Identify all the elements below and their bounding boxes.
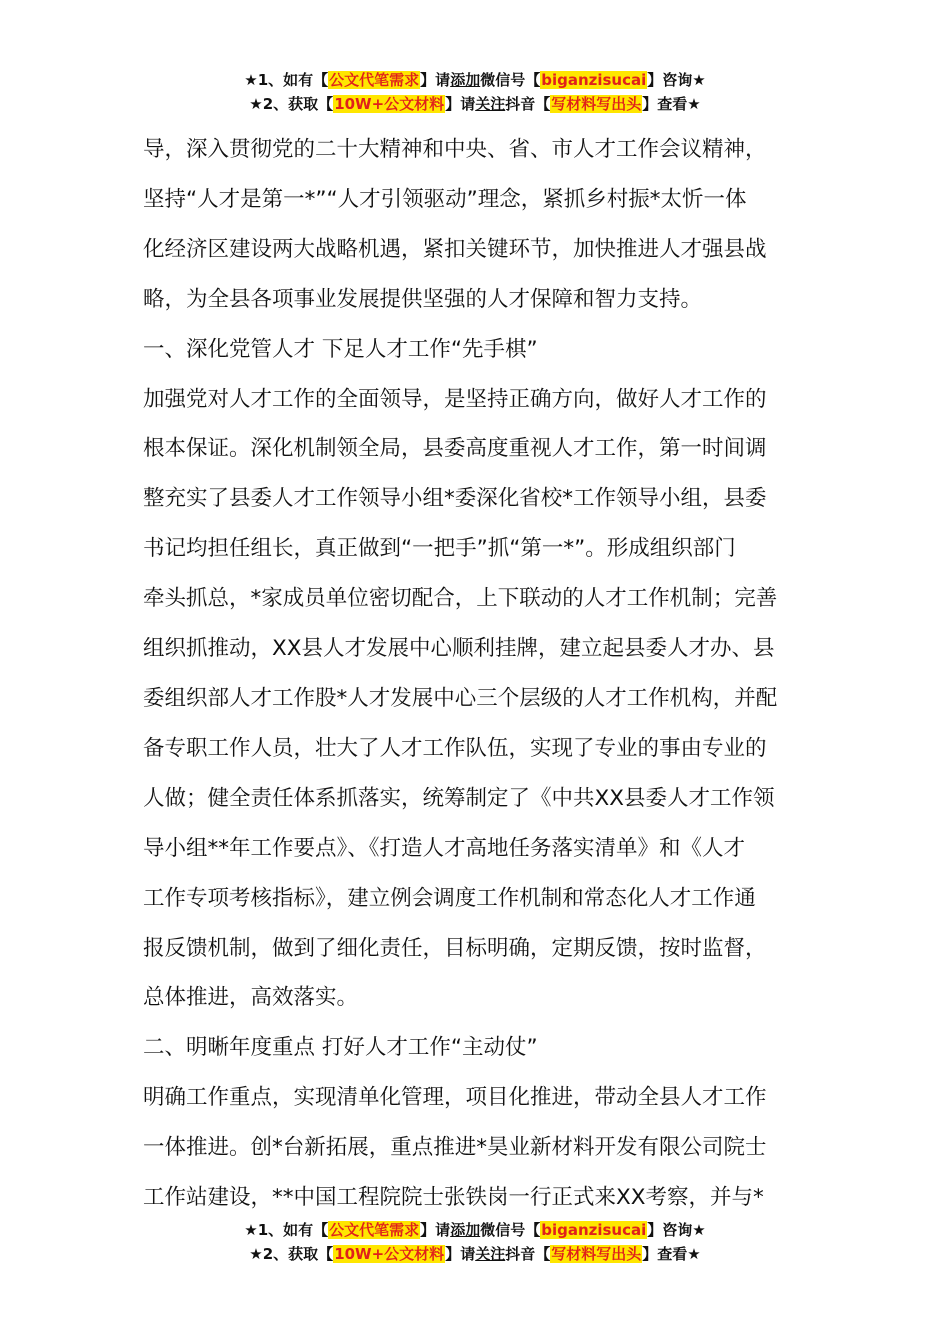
banner-highlight: 写材料写出头 xyxy=(551,95,642,113)
section-heading: 二、明晰年度重点 打好人才工作“主动仗” xyxy=(143,1035,538,1061)
banner-line-2 xyxy=(0,92,950,116)
banner-text: 抖音【 xyxy=(505,95,551,113)
banner-text: 】查看★ xyxy=(642,95,701,113)
body-line: 加强党对人才工作的全面领导，是坚持正确方向，做好人才工作的 xyxy=(143,386,767,412)
banner-emphasis: 关注 xyxy=(475,95,506,113)
banner-highlight: 公文代笔需求 xyxy=(329,71,420,89)
banner-text: 抖音【 xyxy=(505,1245,551,1263)
banner-highlight: biganzisucai xyxy=(541,71,647,89)
banner-line-2 xyxy=(0,1242,950,1266)
body-line: 工作站建设，**中国工程院院士张铁岗一行正式来XX考察，并与* xyxy=(143,1185,764,1211)
banner-highlight: 10W+公文材料 xyxy=(334,95,445,113)
body-line: 略，为全县各项事业发展提供坚强的人才保障和智力支持。 xyxy=(143,286,703,312)
banner-text: 】咨询★ xyxy=(647,1221,706,1239)
banner-highlight: 写材料写出头 xyxy=(551,1245,642,1263)
body-line: 导小组**年工作要点》、《打造人才高地任务落实清单》和《人才 xyxy=(143,835,746,861)
body-line: 报反馈机制，做到了细化责任，目标明确，定期反馈，按时监督， xyxy=(143,935,767,961)
body-line: 导，深入贯彻党的二十大精神和中央、省、市人才工作会议精神， xyxy=(143,137,767,162)
body-line: 整充实了县委人才工作领导小组*委深化省校*工作领导小组，县委 xyxy=(143,486,767,512)
banner-line-1 xyxy=(0,1218,950,1242)
banner-highlight: 公文代笔需求 xyxy=(329,1221,420,1239)
banner-text: ★2、获取【 xyxy=(249,1245,334,1263)
banner-emphasis: 添加 xyxy=(450,71,481,89)
banner-text: 】请 xyxy=(420,1221,451,1239)
body-line: 备专职工作人员，壮大了人才工作队伍，实现了专业的事由专业的 xyxy=(143,735,767,761)
banner-highlight: 10W+公文材料 xyxy=(334,1245,445,1263)
banner-line-1 xyxy=(0,68,950,92)
body-line: 组织抓推动，XX县人才发展中心顺利挂牌，建立起县委人才办、县 xyxy=(143,636,775,662)
banner-text: 】请 xyxy=(420,71,451,89)
banner-text: ★1、如有【 xyxy=(244,1221,329,1239)
banner-text: 微信号【 xyxy=(480,1221,541,1239)
banner-text: 】请 xyxy=(445,95,476,113)
body-line: 坚持“人才是第一*”“人才引领驱动”理念，紧抓乡村振*太忻一体 xyxy=(143,186,747,212)
body-line: 化经济区建设两大战略机遇，紧扣关键环节，加快推进人才强县战 xyxy=(143,236,767,262)
banner-emphasis: 关注 xyxy=(475,1245,506,1263)
body-line: 总体推进，高效落实。 xyxy=(143,985,359,1011)
header-banner xyxy=(0,68,950,116)
body-line: 一体推进。创*台新拓展，重点推进*昊业新材料开发有限公司院士 xyxy=(143,1135,767,1161)
banner-text: 】查看★ xyxy=(642,1245,701,1263)
body-line: 工作专项考核指标》，建立例会调度工作机制和常态化人才工作通 xyxy=(143,885,756,911)
body-line: 书记均担任组长，真正做到“一把手”抓“第一*”。形成组织部门 xyxy=(143,536,736,562)
body-line: 根本保证。深化机制领全局，县委高度重视人才工作，第一时间调 xyxy=(143,436,767,462)
body-line: 人做；健全责任体系抓落实，统筹制定了《中共XX县委人才工作领 xyxy=(143,785,775,811)
banner-text: 】咨询★ xyxy=(647,71,706,89)
body-line: 明确工作重点，实现清单化管理，项目化推进，带动全县人才工作 xyxy=(143,1085,767,1111)
banner-text: 】请 xyxy=(445,1245,476,1263)
banner-text: 微信号【 xyxy=(480,71,541,89)
banner-text: ★2、获取【 xyxy=(249,95,334,113)
body-line: 牵头抓总，*家成员单位密切配合，上下联动的人才工作机制；完善 xyxy=(143,586,778,612)
body-line: 委组织部人才工作股*人才发展中心三个层级的人才工作机构，并配 xyxy=(143,685,778,711)
banner-highlight: biganzisucai xyxy=(541,1221,647,1239)
section-heading: 一、深化党管人才 下足人才工作“先手棋” xyxy=(143,336,538,362)
document-body xyxy=(143,125,811,1223)
banner-emphasis: 添加 xyxy=(450,1221,481,1239)
banner-text: ★1、如有【 xyxy=(244,71,329,89)
footer-banner xyxy=(0,1218,950,1266)
